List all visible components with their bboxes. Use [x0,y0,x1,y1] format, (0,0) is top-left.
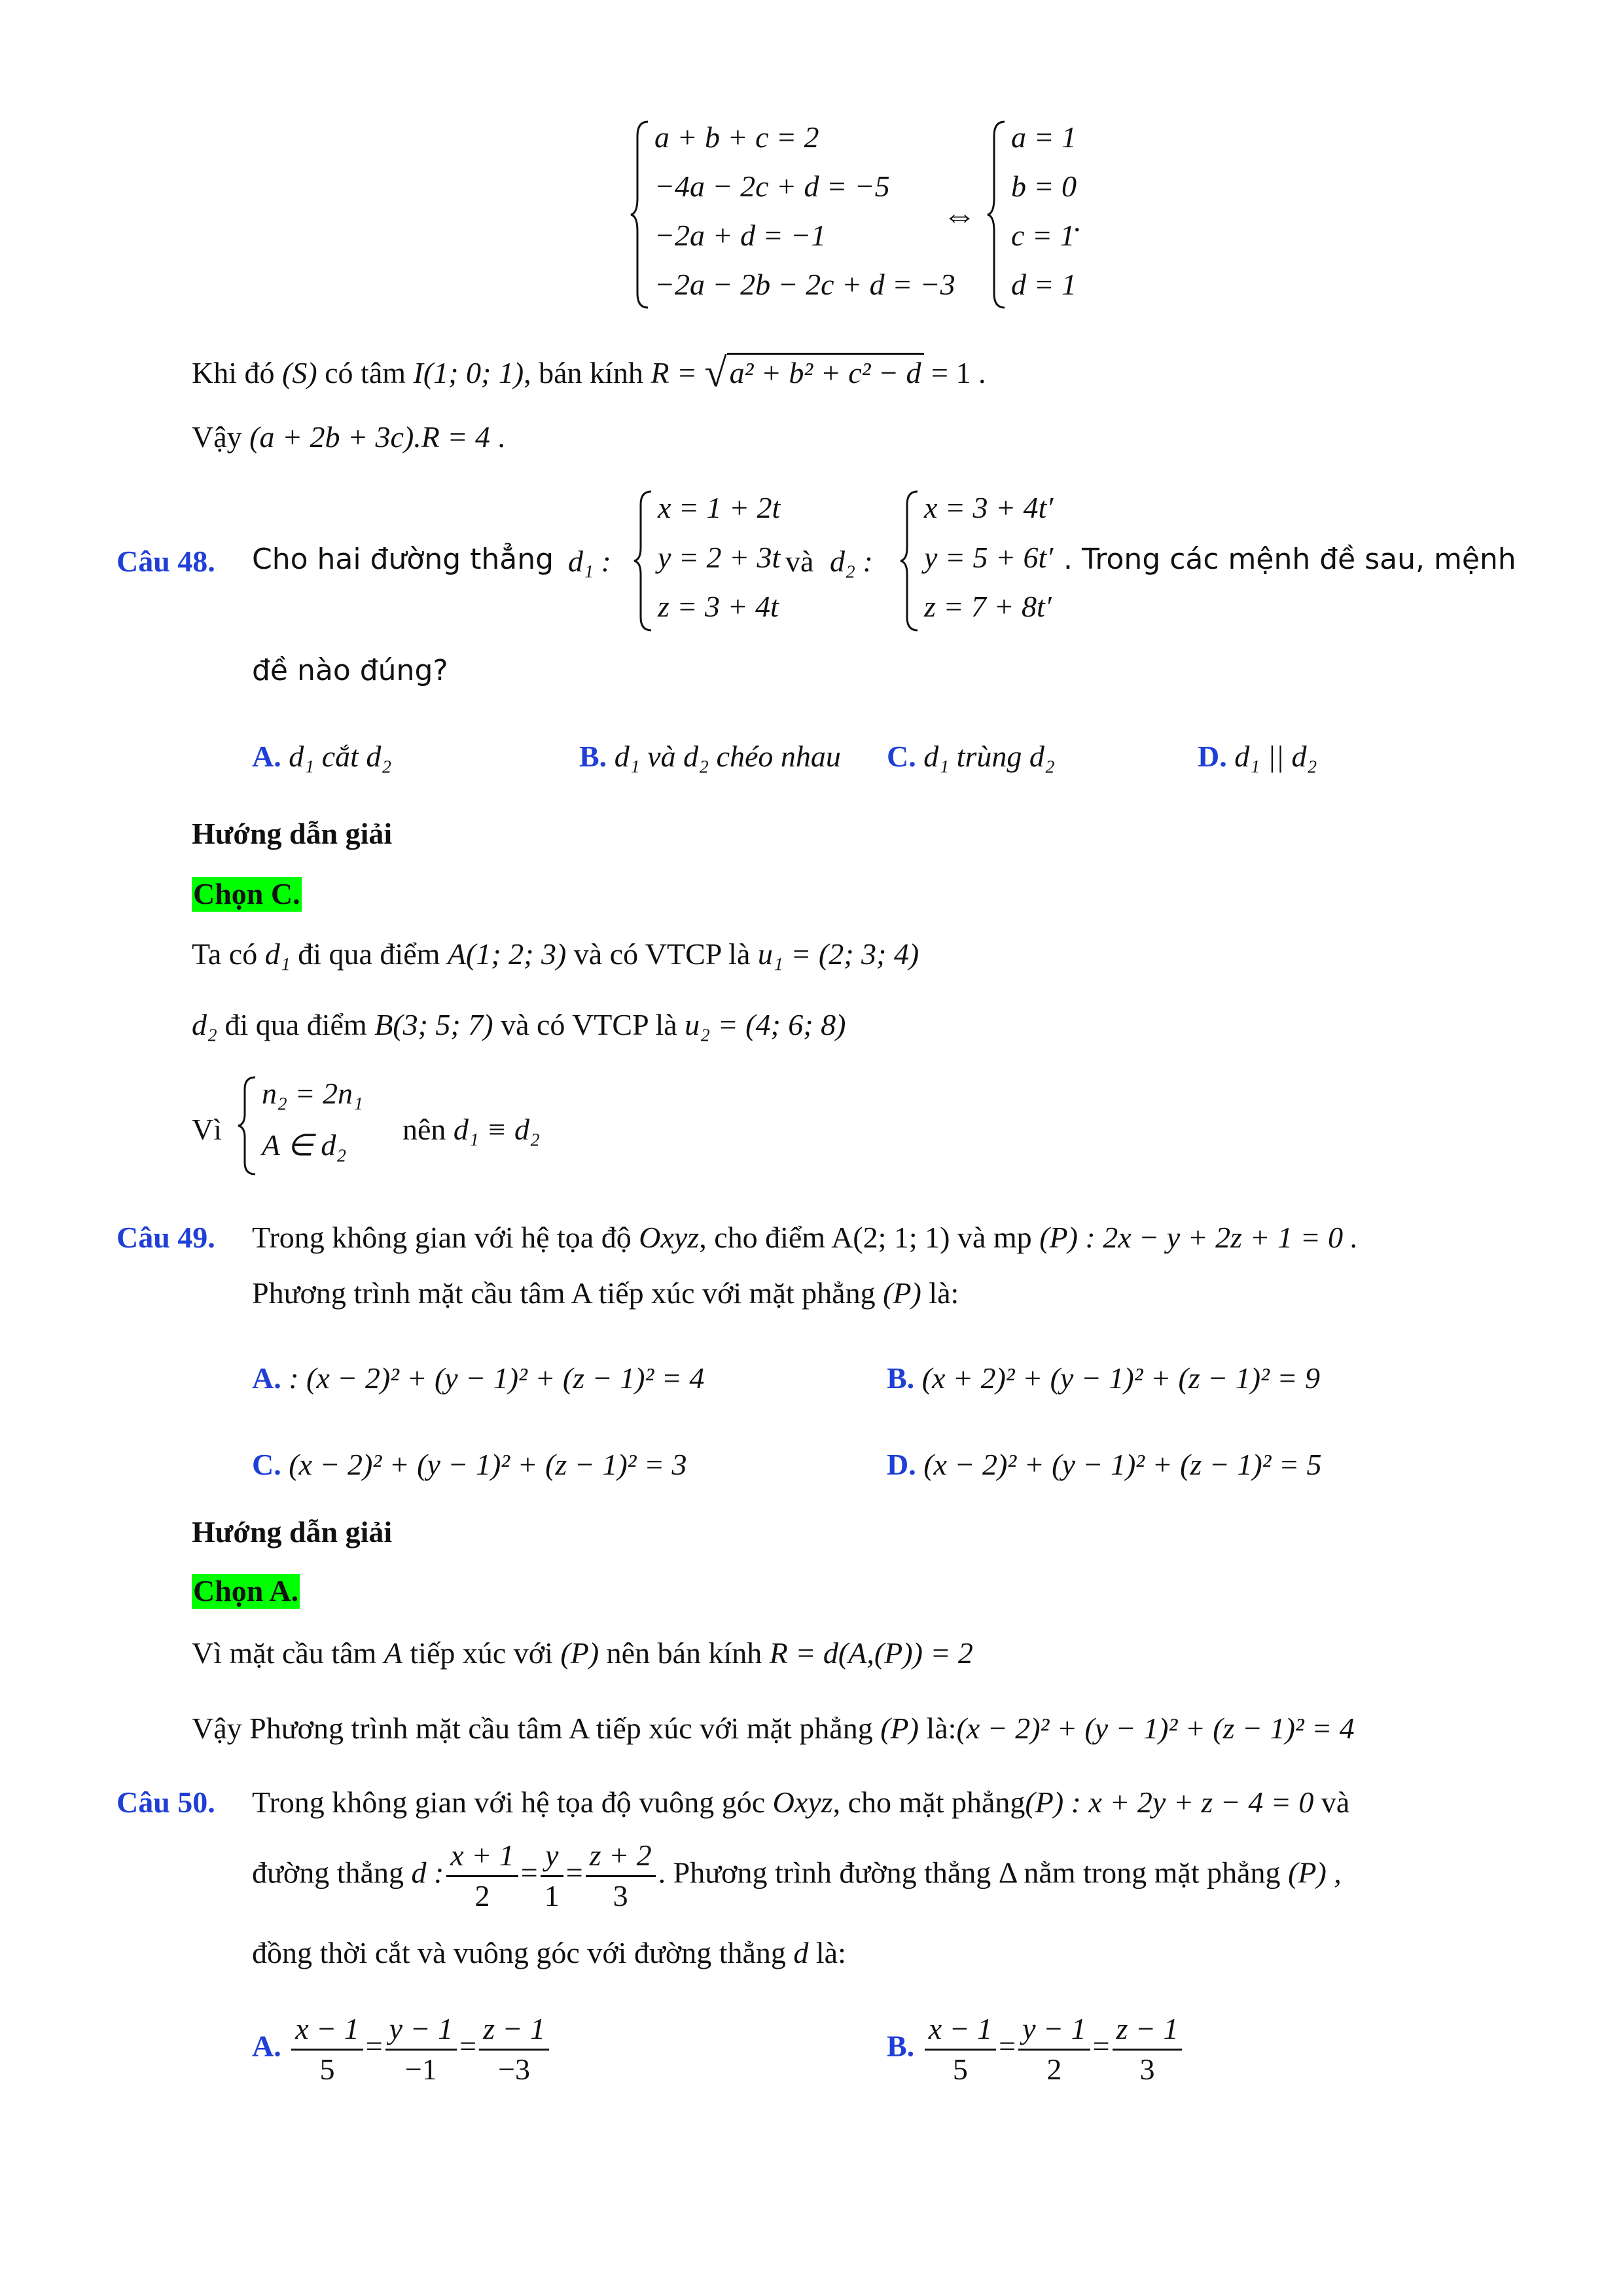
option-fraction: $\frac{x - 1}{5}$ [291,2013,363,2086]
eq-row: y = 2 + 3t [658,541,781,574]
eq-row: b = 0 [1011,170,1077,203]
q48-and: và [785,545,814,578]
q50-line1: Trong không gian với hệ tọa độ vuông góc Oxyz, cho mặt phẳng(P) : x + 2y + z − 4 = 0 và [252,1785,1350,1819]
q48-solution-conclusion: nên d₁ ≡ d₂ [402,1113,540,1146]
brace-solution [236,1073,259,1178]
eq-row: z = 7 + 8t′ [924,590,1052,623]
q49-option-d: D. (x − 2)² + (y − 1)² + (z − 1)² = 5 [887,1448,1322,1481]
q48-question-line2: đề nào đúng? [252,654,448,687]
question-48-label: Câu 48. [116,545,215,578]
option-fraction: $\frac{z - 1}{-3}$ [479,2013,549,2086]
q50-option-b: B. $\frac{x - 1}{5}$ = $\frac{y - 1}{2}$ = $\frac{z - 1}{3}$ [887,2013,1185,2086]
q48-solution-system [236,1073,406,1178]
eq-row: y = 5 + 6t′ [924,541,1054,574]
eq-row: z = 3 + 4t [658,590,779,623]
d-fraction: $\frac{x + 1}{2}$ [446,1839,518,1912]
q50-option-a: A. $\frac{x - 1}{5}$ = $\frac{y - 1}{-1}$ = $\frac{z - 1}{-3}$ [252,2013,552,2086]
vay-line: Vậy (a + 2b + 3c).R = 4 . [192,420,505,454]
eq-row: c = 1 [1011,219,1075,252]
q48-intro: Cho hai đường thẳng [252,543,554,576]
q49-option-a: A. : (x − 2)² + (y − 1)² + (z − 1)² = 4 [252,1361,705,1395]
eq-row: −2a − 2b − 2c + d = −3 [654,268,955,301]
system-end-dot: . [1073,204,1081,238]
option-fraction: $\frac{x - 1}{5}$ [925,2013,996,2086]
q48-option-c: C. d₁ trùng d₂ [887,740,1055,773]
q49-solution-line1: Vì mặt cầu tâm A tiếp xúc với (P) nên bán kính R = d(A,(P)) = 2 [192,1636,973,1670]
q49-option-b: B. (x + 2)² + (y − 1)² + (z − 1)² = 9 [887,1361,1320,1395]
system-left [628,117,969,313]
q50-line3: đồng thời cắt và vuông góc với đường thẳng d là: [252,1936,846,1969]
q48-question-tail: . Trong các mệnh đề sau, mệnh [1063,543,1516,576]
brace-left [628,117,652,313]
system-right [985,117,1103,313]
q48-option-d: D. d₁ || d₂ [1198,740,1317,773]
brace-d2 [898,488,921,635]
d-fraction: $\frac{z + 2}{3}$ [586,1839,656,1912]
q49-solution-line2: Vậy Phương trình mặt cầu tâm A tiếp xúc với mặt phẳng (P) là:(x − 2)² + (y − 1)² + (z − 1)² = 4 [192,1712,1355,1745]
q49-line2: Phương trình mặt cầu tâm A tiếp xúc với mặt phẳng (P) là: [252,1276,959,1310]
equivalence-symbol: ⇔ [942,197,976,234]
eq-row: a = 1 [1011,120,1077,154]
eq-row: d = 1 [1011,268,1077,301]
q48-solution-line1: Ta có d₁ đi qua điểm A(1; 2; 3) và có VTCP là u₁ = (2; 3; 4) [192,937,919,971]
q49-option-c: C. (x − 2)² + (y − 1)² + (z − 1)² = 3 [252,1448,687,1481]
brace-d1 [632,488,655,635]
question-49-label: Câu 49. [116,1221,215,1254]
q50-line2: đường thẳng d : $\frac{x + 1}{2}$ = $\frac{y}{1}$ = $\frac{z + 2}{3}$ . Phương trình đường thẳng Δ nằm trong mặt phẳng (P) , [252,1839,1342,1912]
eq-row: −2a + d = −1 [654,219,827,252]
question-50-label: Câu 50. [116,1785,215,1819]
eq-row: −4a − 2c + d = −5 [654,170,890,203]
eq-row: A ∈ d₂ [262,1128,347,1162]
q48-answer-badge: Chọn C. [193,877,300,910]
eq-row: n₂ = 2n₁ [262,1077,364,1110]
d-fraction: $\frac{y}{1}$ [541,1839,563,1912]
q48-solution-vi: Vì [192,1113,222,1146]
q49-guide-heading: Hướng dẫn giải [192,1515,393,1549]
q48-d1-label: d₁ : [568,545,611,578]
q48-d2-label: d₂ : [830,545,873,578]
option-fraction: $\frac{z - 1}{3}$ [1113,2013,1183,2086]
q48-option-b: B. d₁ và d₂ chéo nhau [579,740,841,773]
eq-row: a + b + c = 2 [654,120,819,154]
khi-do-line: Khi đó (S) có tâm I(1; 0; 1), bán kính R = √a² + b² + c² − d = 1 . [192,351,986,395]
eq-row: x = 1 + 2t [658,491,781,524]
q49-line1: Trong không gian với hệ tọa độ Oxyz, cho điểm A(2; 1; 1) và mp (P) : 2x − y + 2z + 1 = 0 . [252,1221,1359,1254]
eq-row: x = 3 + 4t′ [924,491,1054,524]
brace-right [985,117,1008,313]
option-fraction: $\frac{y - 1}{-1}$ [385,2013,457,2086]
option-fraction: $\frac{y - 1}{2}$ [1018,2013,1090,2086]
q48-option-a: A. d₁ cắt d₂ [252,740,392,773]
q48-guide-heading: Hướng dẫn giải [192,817,393,850]
q49-answer-badge: Chọn A. [193,1574,299,1607]
q48-solution-line2: d₂ đi qua điểm B(3; 5; 7) và có VTCP là u₂ = (4; 6; 8) [192,1008,846,1041]
